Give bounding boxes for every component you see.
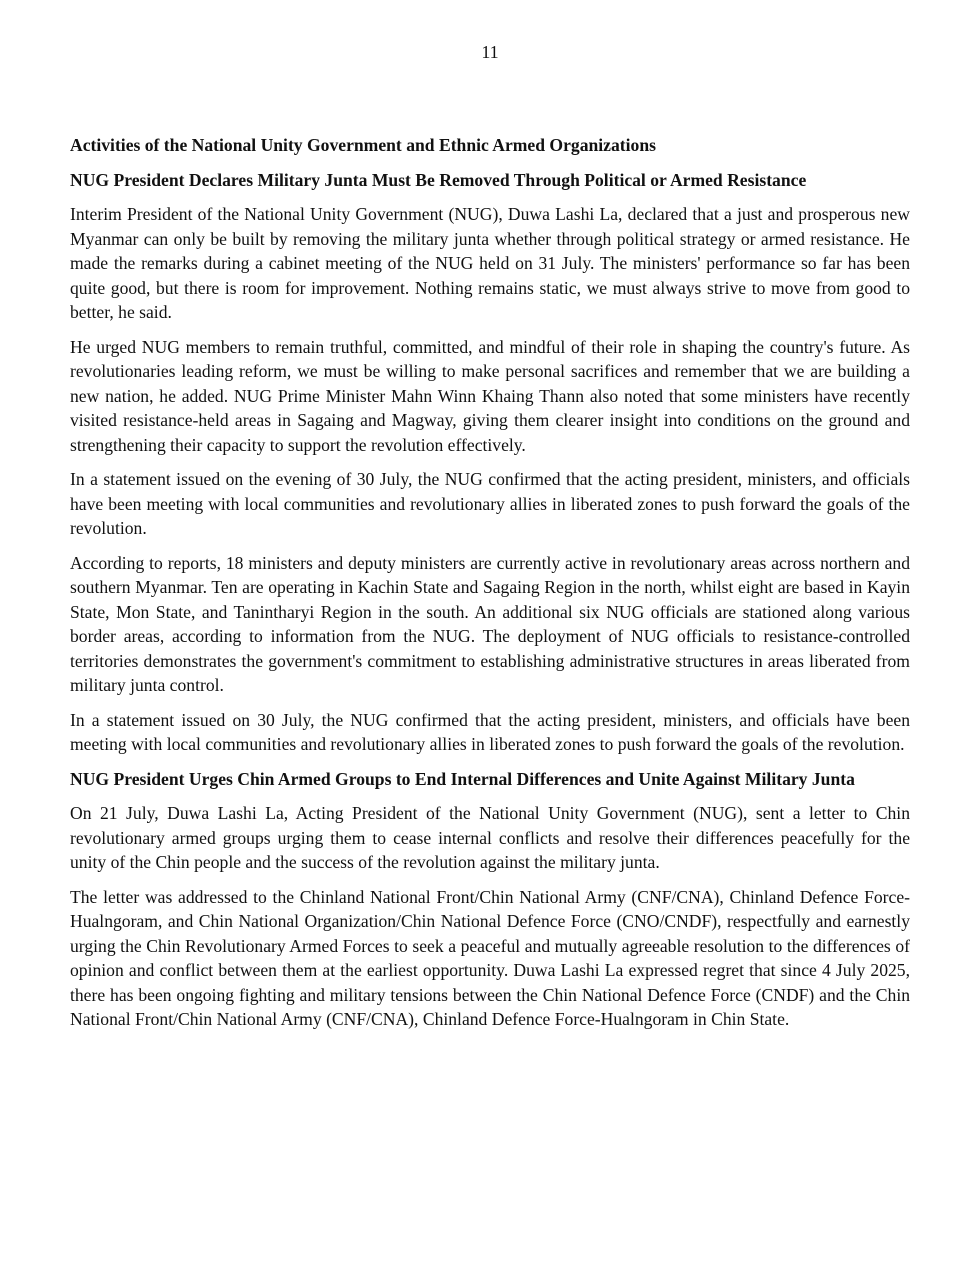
section-heading: Activities of the National Unity Government and Ethnic Armed Organizations (70, 135, 656, 155)
paragraph: In a statement issued on the evening of 30 July, the NUG confirmed that the acting president, ministers, and officials have been meeting with local communities and revolutionary allies in liberated zones to push forward the goals of the revolution. (70, 469, 910, 538)
paragraph: The letter was addressed to the Chinland National Front/Chin National Army (CNF/CNA), Chinland Defence Force-Hualngoram, and Chin National Organization/Chin National Defence Force (CNO/CNDF), respectfully and earnestly urging the Chin Revolutionary Armed Forces to seek a peaceful and mutually agreeable resolution to the differences of opinion and conflict between them at the earliest opportunity. Duwa Lashi La expressed regret that since 4 July 2025, there has been ongoing fighting and military tensions between the Chin National Defence Force (CNDF) and the Chin National Front/Chin National Army (CNF/CNA), Chinland Defence Force-Hualngoram in Chin State. (70, 886, 910, 1029)
page-number: 11 (481, 42, 499, 62)
page-content (70, 133, 910, 1042)
article-heading: NUG President Urges Chin Armed Groups to End Internal Differences and Unite Against Military Junta (70, 768, 855, 789)
paragraph: He urged NUG members to remain truthful, committed, and mindful of their role in shaping the country's future. As revolutionaries leading reform, we must be willing to make personal sacrifices and remember that we are building a new nation, he added. NUG Prime Minister Mahn Winn Khaing Thann also noted that some ministers have recently visited resistance-held areas in Sagaing and Magway, giving them clearer insight into conditions on the ground and strengthening their capacity to support the revolution effectively. (70, 336, 910, 455)
article-heading: NUG President Declares Military Junta Must Be Removed Through Political or Armed Resistance (70, 169, 807, 190)
paragraph: Interim President of the National Unity Government (NUG), Duwa Lashi La, declared that a just and prosperous new Myanmar can only be built by removing the military junta whether through political strategy or armed resistance. He made the remarks during a cabinet meeting of the NUG held on 31 July. The ministers' performance so far has been quite good, but there is room for improvement. Nothing remains static, we must always strive to move from good to better, he said. (70, 204, 910, 322)
paragraph: On 21 July, Duwa Lashi La, Acting President of the National Unity Government (NUG), sent a letter to Chin revolutionary armed groups urging them to cease internal conflicts and resolve their differences peacefully for the unity of the Chin people and the success of the revolution against the military junta. (70, 803, 910, 872)
paragraph: In a statement issued on 30 July, the NUG confirmed that the acting president, ministers, and officials have been meeting with local communities and revolutionary allies in liberated zones to push forward the goals of the revolution. (70, 709, 910, 754)
paragraph: According to reports, 18 ministers and deputy ministers are currently active in revolutionary areas across northern and southern Myanmar. Ten are operating in Kachin State and Sagaing Region in the north, whilst eight are based in Kayin State, Mon State, and Tanintharyi Region in the south. An additional six NUG officials are stationed along various border areas, according to information from the NUG. The deployment of NUG officials to resistance-controlled territories demonstrates the government's commitment to establishing administrative structures in areas liberated from military junta control. (70, 552, 910, 695)
